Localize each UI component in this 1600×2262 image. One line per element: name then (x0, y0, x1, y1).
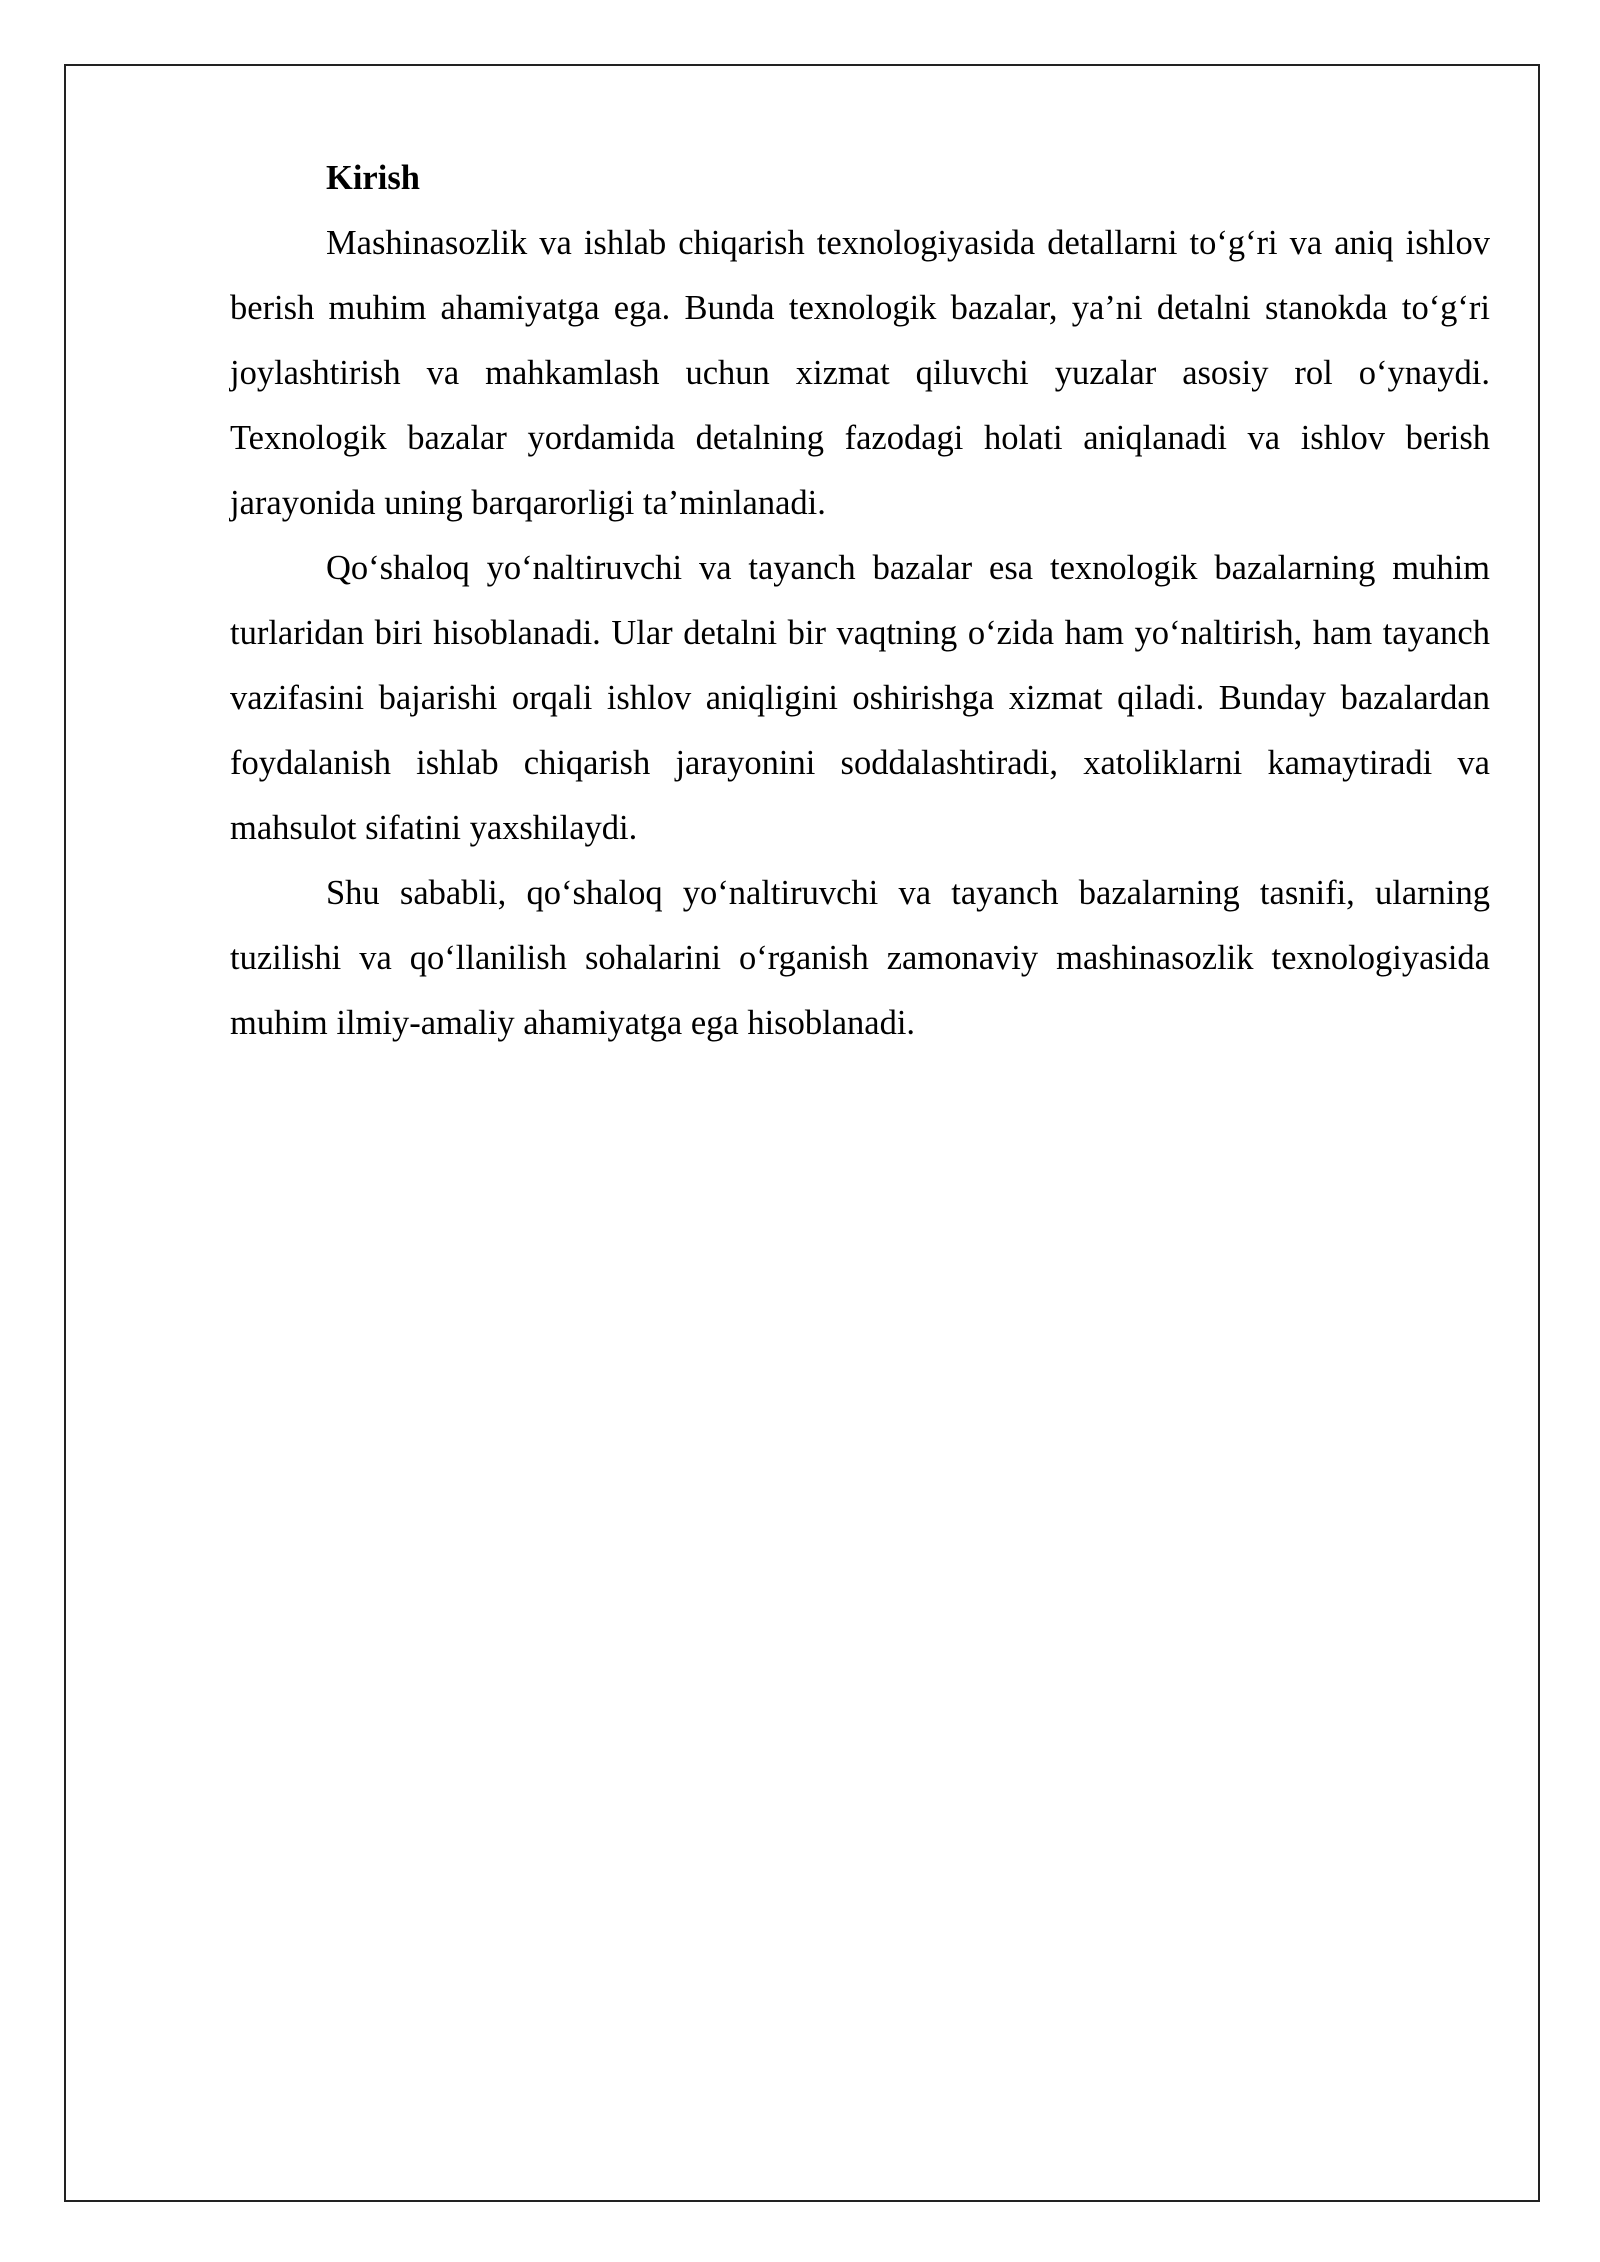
paragraph-2: Qo‘shaloq yo‘naltiruvchi va tayanch bazalar esa texnologik bazalarning muhim turlaridan biri hisoblanadi. Ular detalni bir vaqtning o‘zida ham yo‘naltirish, ham tayanch vazifasini bajarishi orqali ishlov aniqligini oshirishga xizmat qiladi. Bunday bazalardan foydalanish ishlab chiqarish jarayonini soddalashtiradi, xatoliklarni kamaytiradi va mahsulot sifatini yaxshilaydi. (230, 549, 1490, 847)
paragraph-3: Shu sababli, qo‘shaloq yo‘naltiruvchi va tayanch bazalarning tasnifi, ularning tuzilishi va qo‘llanilish sohalarini o‘rganish zamonaviy mashinasozlik texnologiyasida muhim ilmiy-amaliy ahamiyatga ega hisoblanadi. (230, 874, 1490, 1042)
section-heading: Kirish (326, 159, 420, 197)
document-body (230, 146, 1490, 1056)
paragraph-1: Mashinasozlik va ishlab chiqarish texnologiyasida detallarni to‘g‘ri va aniq ishlov berish muhim ahamiyatga ega. Bunda texnologik bazalar, ya’ni detalni stanokda to‘g‘ri joylashtirish va mahkamlash uchun xizmat qiluvchi yuzalar asosiy rol o‘ynaydi. Texnologik bazalar yordamida detalning fazodagi holati aniqlanadi va ishlov berish jarayonida uning barqarorligi ta’minlanadi. (230, 224, 1490, 522)
